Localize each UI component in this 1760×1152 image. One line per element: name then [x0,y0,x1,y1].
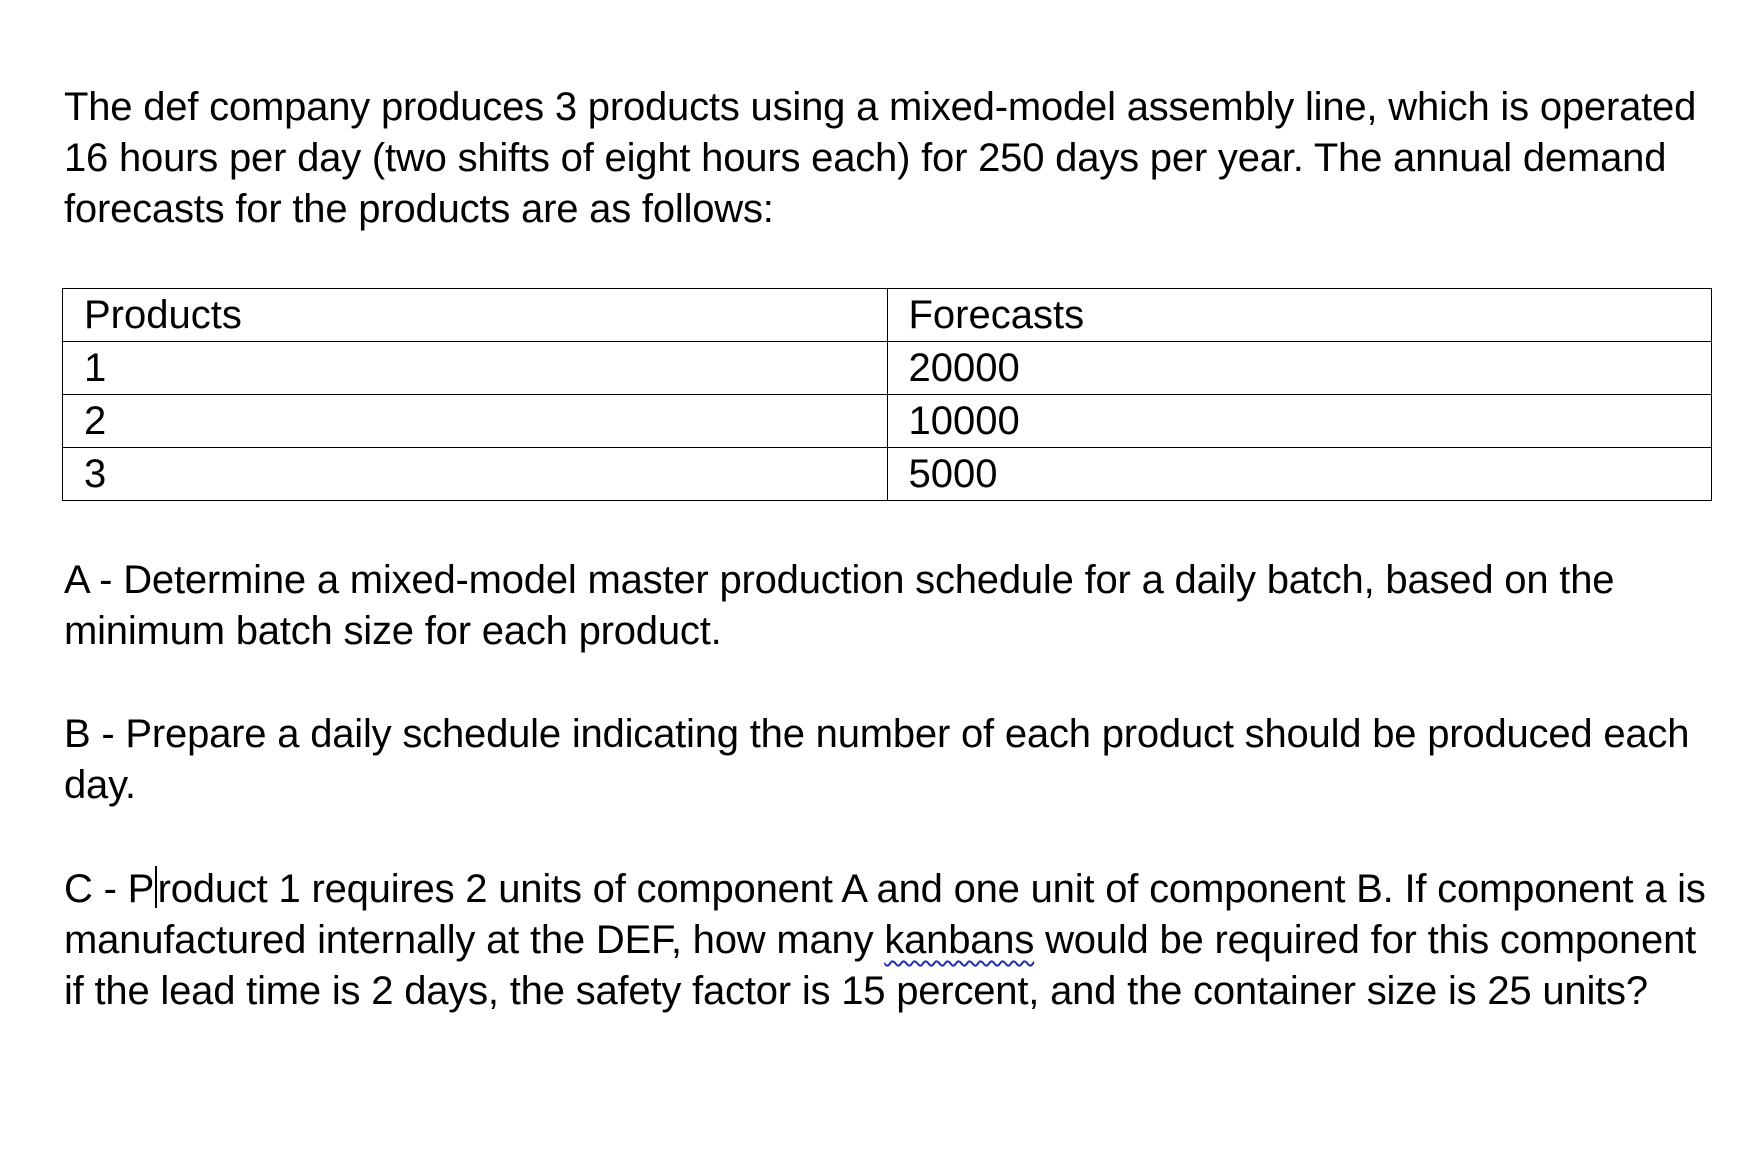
forecast-cell: 5000 [887,448,1712,501]
spellcheck-flagged-word[interactable]: kanbans [884,918,1035,962]
header-forecasts: Forecasts [887,289,1712,342]
header-products: Products [63,289,888,342]
question-c[interactable] [64,864,1714,1017]
product-cell: 2 [63,395,888,448]
table-row [63,342,1712,395]
question-b: B - Prepare a daily schedule indicating the number of each product should be produced each day. [64,712,1690,807]
text-cursor [155,866,157,908]
question-c-start: C - P [64,867,155,911]
intro-paragraph: The def company produces 3 products using a mixed-model assembly line, which is operated 16 hours per day (two shifts of eight hours each) for 250 days per year. The annual demand forecasts for the products are as follows: [64,85,1697,231]
forecast-table [62,288,1712,501]
table-header-row [63,289,1712,342]
product-cell: 3 [63,448,888,501]
question-c-middle: roduct 1 requires 2 units of component A and one unit of component B. If component a is manufactured internally at the DEF, how many [64,867,1706,962]
forecast-cell: 10000 [887,395,1712,448]
question-a: A - Determine a mixed-model master production schedule for a daily batch, based on the minimum batch size for each product. [64,558,1615,653]
product-cell: 1 [63,342,888,395]
forecast-cell: 20000 [887,342,1712,395]
question-c-end: would be required for this component if the lead time is 2 days, the safety factor is 15 percent, and the container size is 25 units? [64,918,1697,1013]
table-row [63,448,1712,501]
table-row [63,395,1712,448]
